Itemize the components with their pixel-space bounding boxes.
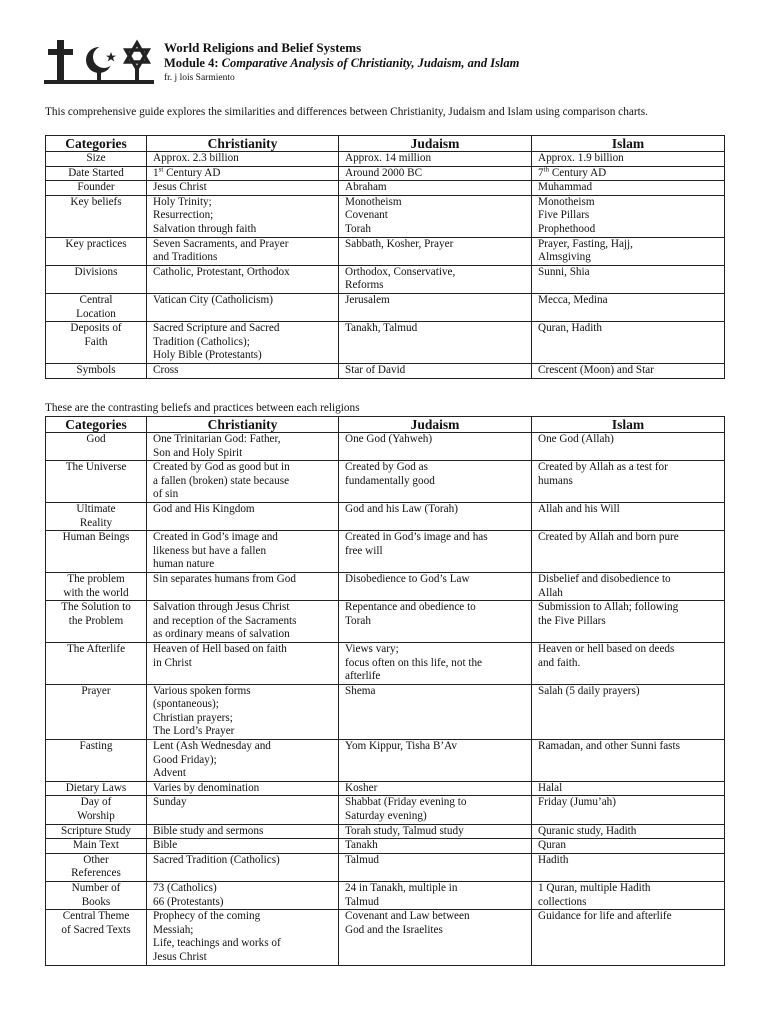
cell-line: The problem [67,572,125,585]
column-header: Christianity [147,136,339,152]
cell-line: Monotheism [345,195,402,208]
cell-line: Monotheism [538,195,595,208]
judaism-cell [339,824,532,839]
cell-line: Talmud [345,853,380,866]
cell-line: Created by Allah as a test for [538,461,668,474]
islam-cell [532,152,725,167]
cell-line: Tanakh [345,839,378,852]
table-row [46,853,725,881]
cell-line: Scripture Study [61,824,131,837]
cell-line: Central [79,293,113,306]
christianity-cell [147,152,339,167]
cell-line: Bible study and sermons [153,824,264,837]
table-row [46,322,725,364]
islam-cell [532,166,725,181]
contrast-table [45,416,725,966]
judaism-cell [339,740,532,782]
judaism-cell [339,152,532,167]
islam-cell [532,882,725,910]
cell-line: God and His Kingdom [153,502,255,515]
cell-line: Dietary Laws [65,781,127,794]
islam-cell [532,740,725,782]
cell-line: human nature [153,558,215,571]
cell-line: God and the Israelites [345,923,443,936]
cell-line: Resurrection; [153,209,214,222]
cell-line: Worship [77,810,115,823]
module-label: Module 4: [164,56,219,70]
christianity-cell [147,502,339,530]
table-row [46,265,725,293]
judaism-cell [339,293,532,321]
cell-line: Star of David [345,363,406,376]
judaism-cell [339,195,532,237]
christianity-cell [147,824,339,839]
category-cell [46,166,147,181]
table-row [46,293,725,321]
cell-line: 24 in Tanakh, multiple in [345,882,458,894]
module-line [164,55,519,71]
cell-line: Number of [71,882,121,894]
cell-line: One God (Allah) [538,433,614,445]
cell-line: Approx. 2.3 billion [153,152,239,164]
column-header: Judaism [339,417,532,433]
cell-line: Vatican City (Catholicism) [153,293,273,306]
cell-line: Quran [538,839,566,852]
category-cell [46,824,147,839]
cell-line: Sacred Scripture and Sacred [153,322,280,335]
cell-line: The Solution to [61,601,131,614]
table-row [46,166,725,181]
cell-line: Disobedience to God’s Law [345,572,470,585]
judaism-cell [339,531,532,573]
header-titles [164,40,519,85]
christianity-cell [147,265,339,293]
cell-line: One Trinitarian God: Father, [153,433,281,445]
cell-line: Guidance for life and afterlife [538,910,672,923]
cell-line: Created in God’s image and has [345,531,488,544]
cell-line: Faith [84,335,108,348]
cell-line: 73 (Catholics) [153,882,217,894]
cell-line: Allah [538,586,563,599]
islam-cell [532,461,725,503]
cell-line: Torah study, Talmud study [345,824,464,837]
cell-line: Talmud [345,895,380,908]
cell-line: Sabbath, Kosher, Prayer [345,237,454,250]
crescent-icon [86,46,116,81]
judaism-cell [339,910,532,965]
islam-cell [532,265,725,293]
christianity-cell [147,572,339,600]
cell-line: Holy Trinity; [153,195,212,208]
cell-line: Approx. 14 million [345,152,432,164]
table-row [46,740,725,782]
islam-cell [532,181,725,196]
cell-line: and Traditions [153,251,218,264]
cell-line: Prophecy of the coming [153,910,261,923]
cell-line: Ramadan, and other Sunni fasts [538,740,680,753]
cell-line: the Five Pillars [538,614,606,627]
christianity-cell [147,781,339,796]
islam-cell [532,781,725,796]
cell-line: focus often on this life, not the [345,656,483,669]
cell-line: Jesus Christ [153,950,207,963]
christianity-cell [147,181,339,196]
islam-cell [532,322,725,364]
cell-line: Abraham [345,181,387,194]
category-cell [46,293,147,321]
cell-line: Created by God as [345,461,428,474]
cell-line: Hadith [538,853,569,866]
judaism-cell [339,166,532,181]
cell-line: Crescent (Moon) and Star [538,363,654,376]
module-subtitle: Comparative Analysis of Christianity, Judaism, and Islam [221,56,520,70]
christianity-cell [147,195,339,237]
document-title: World Religions and Belief Systems [164,40,362,55]
cell-line: 7th Century AD [538,166,607,179]
cell-line: (spontaneous); [153,698,219,711]
cell-line: Covenant [345,209,388,222]
judaism-cell [339,265,532,293]
christianity-cell [147,796,339,824]
cell-line: likeness but have a fallen [153,544,267,557]
cell-line: The Afterlife [66,642,126,655]
category-cell [46,839,147,854]
cell-line: Size [86,152,106,164]
table-row [46,642,725,684]
cell-line: and faith. [538,656,581,669]
christianity-cell [147,166,339,181]
cell-line: Torah [345,614,371,627]
cell-line: and reception of the Sacraments [153,614,297,627]
judaism-cell [339,839,532,854]
cell-line: Heaven or hell based on deeds [538,642,675,655]
category-cell [46,853,147,881]
author: fr. j lois Sarmiento [164,73,235,83]
cell-line: Jesus Christ [153,181,207,194]
intro-paragraph: This comprehensive guide explores the similarities and differences between Christianity, Judaism and Islam using comparison charts. [45,106,648,118]
cell-line: The Lord’s Prayer [153,725,235,738]
category-cell [46,181,147,196]
column-header: Judaism [339,136,532,152]
table-row [46,531,725,573]
cell-line: Sunni, Shia [538,265,590,278]
cell-line: Disbelief and disobedience to [538,572,671,585]
christianity-cell [147,293,339,321]
cell-line: Catholic, Protestant, Orthodox [153,265,290,278]
category-cell [46,781,147,796]
category-cell [46,601,147,643]
christianity-cell [147,882,339,910]
judaism-cell [339,853,532,881]
cell-line: Bible [153,839,178,852]
cell-line: Various spoken forms [153,684,251,697]
column-header: Christianity [147,417,339,433]
cell-line: Kosher [345,781,378,794]
cell-line: Deposits of [70,322,122,335]
cell-line: Tanakh, Talmud [345,322,418,335]
cell-line: Varies by denomination [153,781,260,794]
category-cell [46,322,147,364]
cell-line: Divisions [74,265,118,278]
islam-cell [532,601,725,643]
islam-cell [532,195,725,237]
judaism-cell [339,572,532,600]
christianity-cell [147,740,339,782]
cell-line: Halal [538,781,563,794]
judaism-cell [339,601,532,643]
cell-line: Quranic study, Hadith [538,824,637,837]
cell-line: with the world [63,586,129,599]
table-row [46,502,725,530]
cell-line: Messiah; [153,923,194,936]
christianity-cell [147,531,339,573]
christianity-cell [147,322,339,364]
cell-line: Other [83,853,109,866]
judaism-cell [339,642,532,684]
cell-line: Torah [345,222,371,235]
cell-line: Good Friday); [153,753,217,766]
category-cell [46,684,147,739]
cell-line: Shema [345,684,376,697]
table-header-row [46,136,725,152]
cell-line: Life, teachings and works of [153,937,281,950]
islam-cell [532,910,725,965]
cell-line: Salvation through Jesus Christ [153,601,290,614]
cell-line: collections [538,895,587,908]
cell-line: Central Theme [62,910,130,923]
cell-line: References [71,867,121,880]
table-row [46,572,725,600]
table-row [46,152,725,167]
cell-line: Fasting [79,740,113,753]
cell-line: Repentance and obedience to [345,601,476,614]
category-cell [46,642,147,684]
cell-line: Sunday [153,796,187,809]
cell-line: Almsgiving [538,251,591,264]
cell-line: Created by God as good but in [153,461,290,474]
cell-line: Created by Allah and born pure [538,531,679,544]
cell-line: One God (Yahweh) [345,433,433,445]
cell-line: in Christ [153,656,192,669]
christianity-cell [147,363,339,378]
contrast-intro: These are the contrasting beliefs and practices between each religions [45,402,360,414]
category-cell [46,910,147,965]
judaism-cell [339,363,532,378]
islam-cell [532,853,725,881]
category-cell [46,237,147,265]
islam-cell [532,531,725,573]
cell-line: Quran, Hadith [538,322,603,335]
christianity-cell [147,853,339,881]
cell-line: God [86,433,106,445]
cell-line: Muhammad [538,181,593,194]
cell-line: Prayer [81,684,111,697]
judaism-cell [339,684,532,739]
cell-line: Symbols [76,363,116,376]
cell-line: Orthodox, Conservative, [345,265,456,278]
islam-cell [532,684,725,739]
category-cell [46,740,147,782]
islam-cell [532,237,725,265]
cell-line: Shabbat (Friday evening to [345,796,467,809]
cell-line: Main Text [73,839,119,852]
cell-line: 1st Century AD [153,166,221,179]
cell-line: Jerusalem [345,293,390,306]
category-cell [46,461,147,503]
christianity-cell [147,642,339,684]
table-row [46,882,725,910]
judaism-cell [339,882,532,910]
table-row [46,910,725,965]
islam-cell [532,433,725,461]
table-row [46,237,725,265]
cell-line: a fallen (broken) state because [153,474,290,487]
judaism-cell [339,237,532,265]
cell-line: Submission to Allah; following [538,601,679,614]
category-cell [46,502,147,530]
category-cell [46,152,147,167]
cell-line: Reality [79,516,113,529]
table-row [46,824,725,839]
cell-line: Advent [153,767,186,780]
cell-line: Approx. 1.9 billion [538,152,624,164]
table-row [46,363,725,378]
cell-line: Son and Holy Spirit [153,446,243,459]
cell-line: Tradition (Catholics); [153,335,250,348]
cell-line: of Sacred Texts [61,923,131,936]
table-row [46,195,725,237]
cell-line: Books [81,895,111,908]
cell-line: 1 Quran, multiple Hadith [538,882,651,894]
judaism-cell [339,433,532,461]
cell-line: Yom Kippur, Tisha B’Av [345,740,457,753]
category-cell [46,572,147,600]
islam-cell [532,839,725,854]
column-header: Categories [46,417,147,433]
table-row [46,839,725,854]
judaism-cell [339,781,532,796]
table-row [46,684,725,739]
cell-line: The Universe [65,461,127,474]
islam-cell [532,796,725,824]
christianity-cell [147,461,339,503]
table-row [46,181,725,196]
category-cell [46,433,147,461]
cell-line: God and his Law (Torah) [345,502,458,515]
cell-line: Prophethood [538,222,596,235]
table-row [46,781,725,796]
document-header [44,38,734,88]
islam-cell [532,572,725,600]
christianity-cell [147,433,339,461]
judaism-cell [339,502,532,530]
cell-line: Prayer, Fasting, Hajj, [538,237,633,250]
cell-line: Heaven of Hell based on faith [153,642,287,655]
cell-line: Created in God’s image and [153,531,278,544]
table-header-row [46,417,725,433]
cell-line: Lent (Ash Wednesday and [153,740,271,753]
christianity-cell [147,601,339,643]
cell-line: Five Pillars [538,209,590,222]
cell-line: fundamentally good [345,474,435,487]
category-cell [46,796,147,824]
table-row [46,796,725,824]
cell-line: Ultimate [76,502,116,515]
cell-line: Key practices [65,237,127,250]
cell-line: Reforms [345,279,384,292]
cell-line: free will [345,544,383,557]
column-header: Islam [532,136,725,152]
islam-cell [532,642,725,684]
star-of-david-icon [126,43,148,81]
column-header: Categories [46,136,147,152]
cell-line: Founder [77,181,115,194]
comparison-table [45,135,725,379]
cell-line: Salah (5 daily prayers) [538,684,640,697]
cell-line: Salvation through faith [153,222,257,235]
cell-line: of sin [153,488,179,501]
religious-symbols-logo [44,38,154,88]
cell-line: Cross [153,363,179,376]
judaism-cell [339,181,532,196]
islam-cell [532,502,725,530]
cell-line: Allah and his Will [538,502,620,515]
category-cell [46,363,147,378]
cell-line: as ordinary means of salvation [153,628,290,641]
cell-line: Holy Bible (Protestants) [153,349,262,362]
cell-line: Key beliefs [70,195,122,208]
christianity-cell [147,839,339,854]
cell-line: Human Beings [62,531,130,544]
cell-line: Location [76,307,116,320]
cell-line: Around 2000 BC [345,166,423,179]
judaism-cell [339,796,532,824]
cell-line: humans [538,474,573,487]
christianity-cell [147,910,339,965]
christianity-cell [147,684,339,739]
judaism-cell [339,322,532,364]
cell-line: 66 (Protestants) [153,895,224,908]
cell-line: Views vary; [345,642,399,655]
islam-cell [532,824,725,839]
cell-line: Friday (Jumu’ah) [538,796,616,809]
cell-line: Saturday evening) [345,810,427,823]
cell-line: the Problem [68,614,124,627]
islam-cell [532,293,725,321]
islam-cell [532,363,725,378]
column-header: Islam [532,417,725,433]
cell-line: Christian prayers; [153,711,233,724]
cell-line: Covenant and Law between [345,910,470,923]
cell-line: Date Started [68,166,124,179]
cell-line: Mecca, Medina [538,293,608,306]
category-cell [46,265,147,293]
table-row [46,461,725,503]
category-cell [46,882,147,910]
cell-line: Day of [80,796,112,809]
cell-line: Sin separates humans from God [153,572,296,585]
category-cell [46,531,147,573]
cell-line: Seven Sacraments, and Prayer [153,237,289,250]
cell-line: Sacred Tradition (Catholics) [153,853,280,866]
table-row [46,433,725,461]
christianity-cell [147,237,339,265]
cell-line: afterlife [345,670,381,683]
judaism-cell [339,461,532,503]
category-cell [46,195,147,237]
table-row [46,601,725,643]
